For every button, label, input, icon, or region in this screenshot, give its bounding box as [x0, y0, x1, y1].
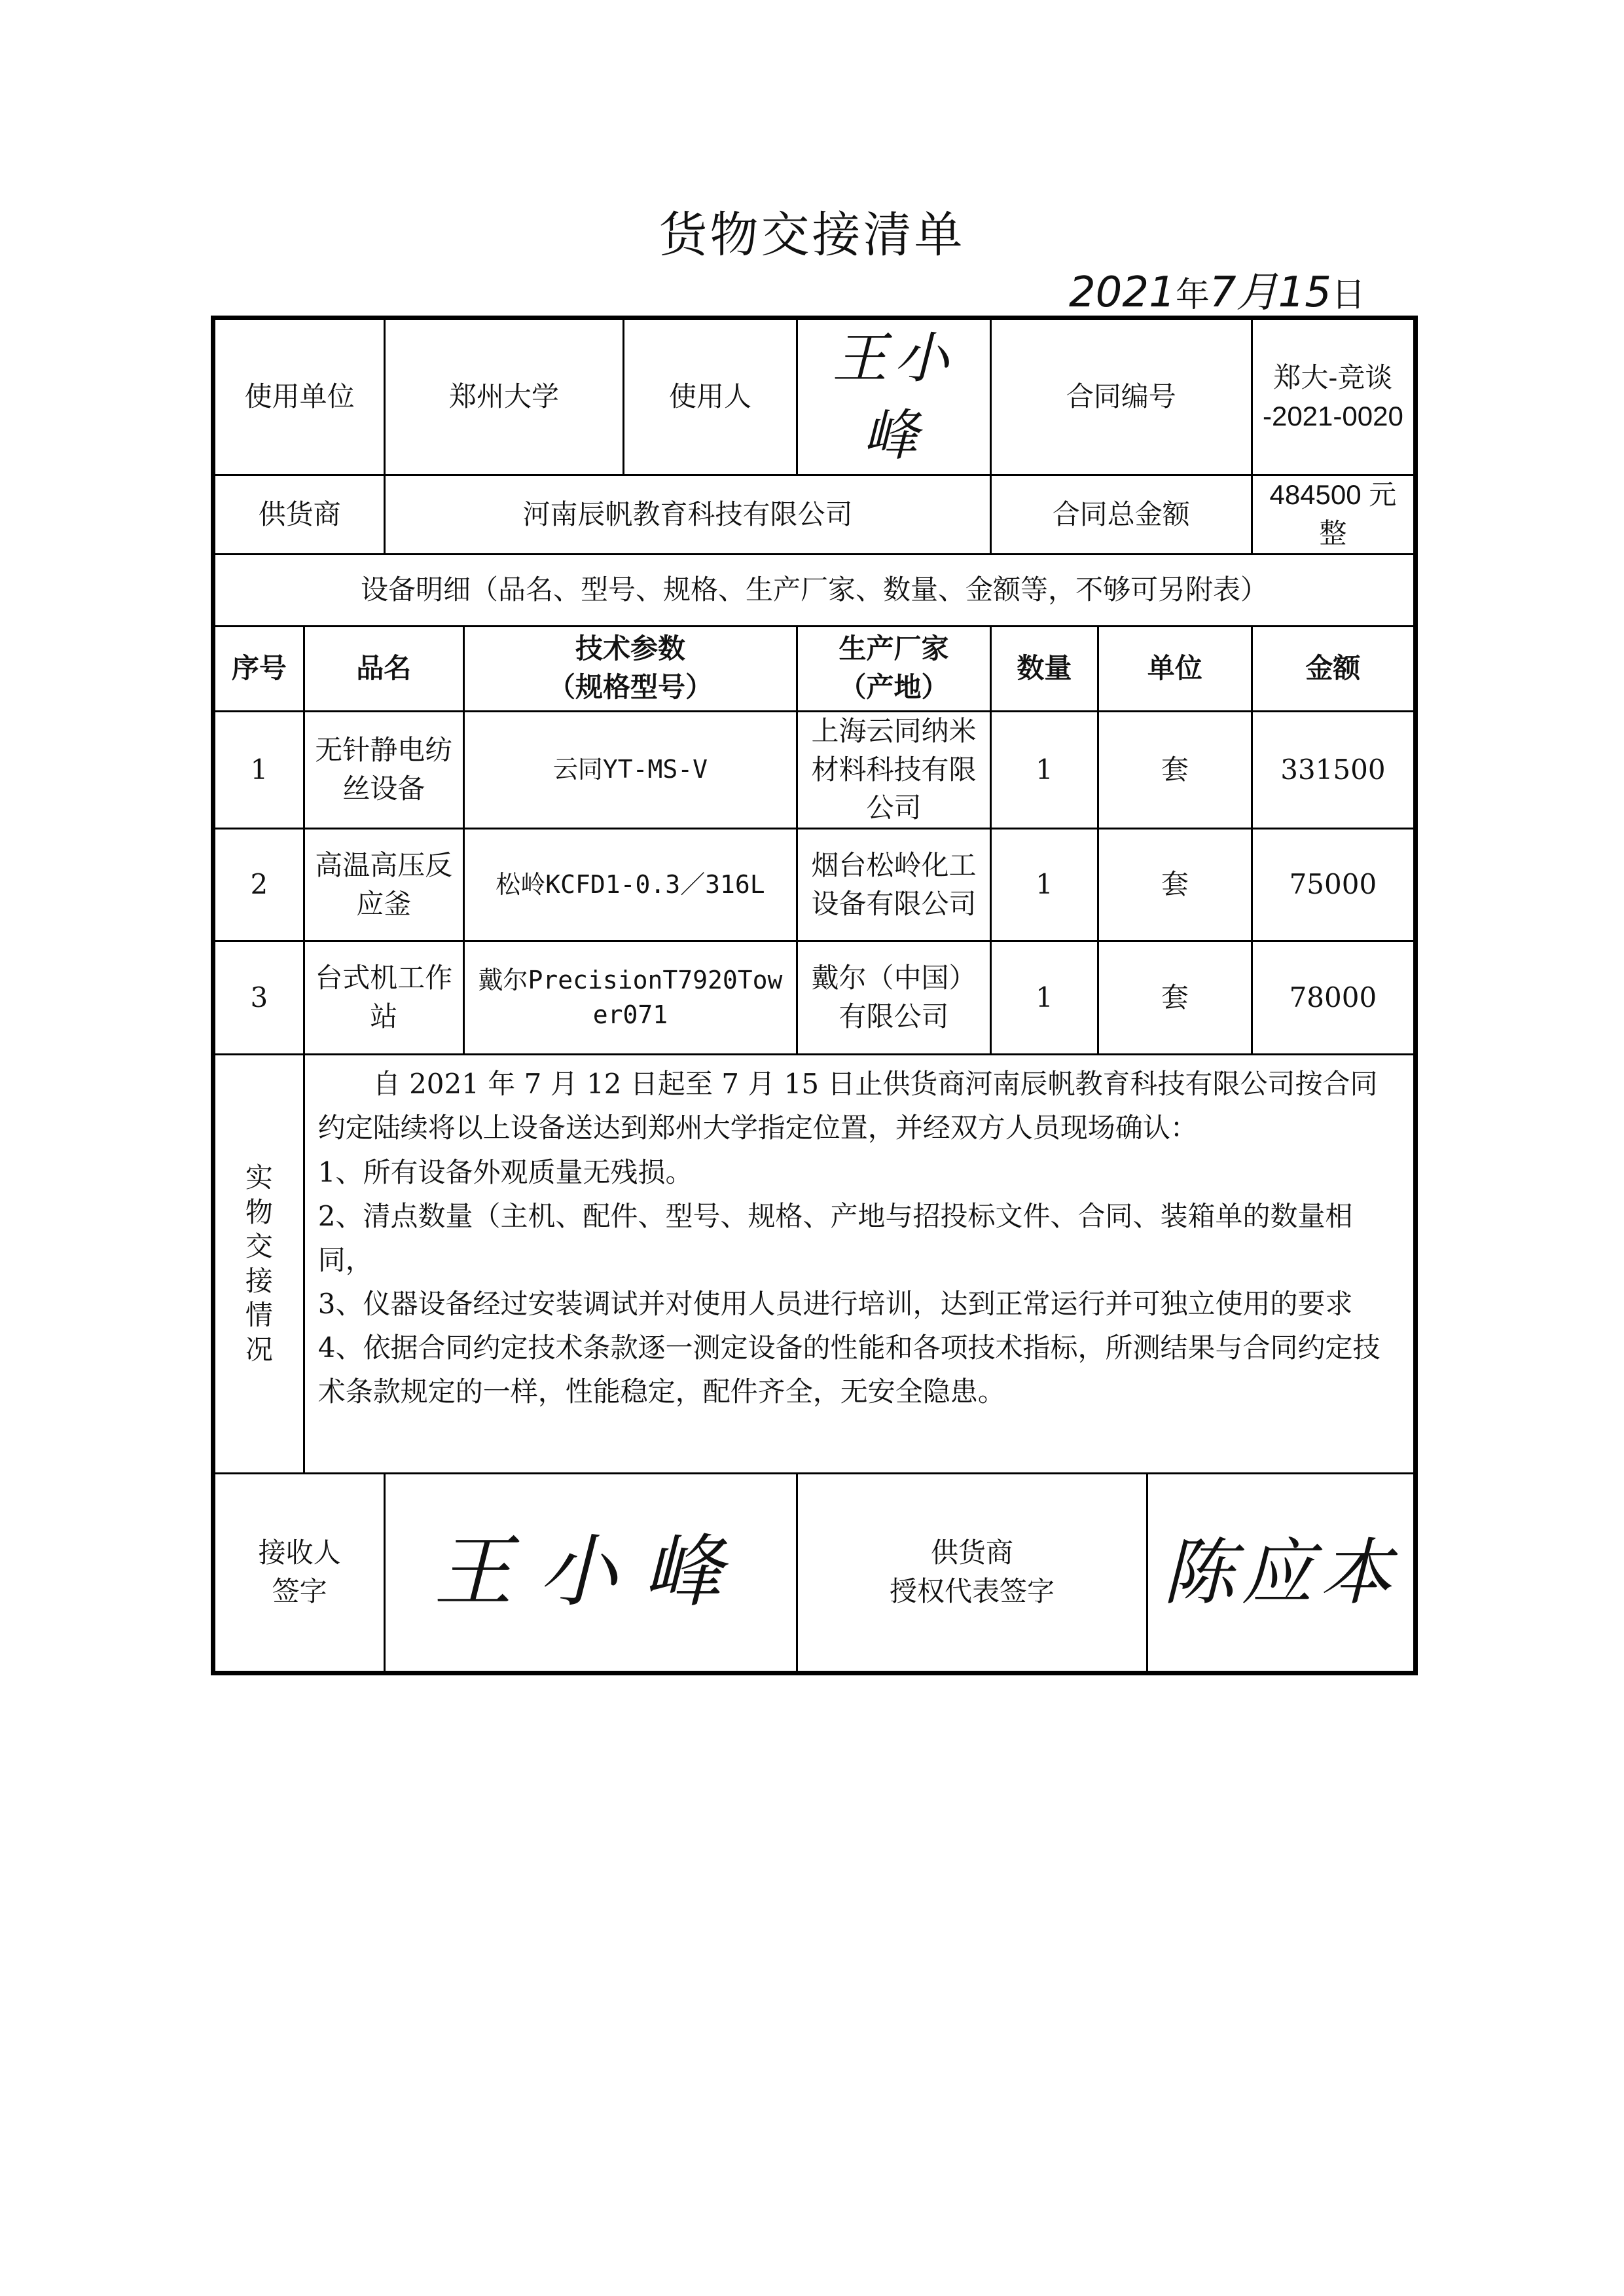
contract-no-line1: 郑大-竞谈 — [1273, 361, 1393, 393]
supplier-value: 河南辰帆教育科技有限公司 — [385, 475, 991, 555]
row-spec: 戴尔PrecisionT7920Tower071 — [463, 941, 797, 1055]
col-amount: 金额 — [1252, 626, 1415, 711]
handover-item-2: 2、清点数量（主机、配件、型号、规格、产地与招投标文件、合同、装箱单的数量相同， — [317, 1199, 1353, 1276]
row-spec: 云同YT-MS-V — [463, 711, 797, 828]
unit-value: 郑州大学 — [385, 318, 624, 475]
col-qty: 数量 — [990, 626, 1098, 711]
col-maker — [797, 626, 991, 711]
row-qty: 1 — [990, 711, 1098, 828]
user-label: 使用人 — [623, 318, 797, 475]
detail-caption: 设备明细（品名、型号、规格、生产厂家、数量、金额等，不够可另附表） — [213, 554, 1416, 626]
col-spec — [463, 626, 797, 711]
receiver-label-line2: 签字 — [272, 1575, 327, 1608]
total-value: 484500 元整 — [1252, 475, 1415, 555]
col-maker-line2: （产地） — [839, 671, 949, 704]
row-unit: 套 — [1098, 829, 1252, 941]
document-date — [1069, 259, 1365, 319]
row-no: 2 — [213, 829, 304, 941]
row-name: 无针静电纺丝设备 — [304, 711, 463, 828]
contract-no — [1252, 318, 1415, 475]
col-name: 品名 — [304, 626, 463, 711]
row-unit: 套 — [1098, 711, 1252, 828]
row-maker: 上海云同纳米材料科技有限公司 — [797, 711, 991, 828]
table-row — [213, 711, 1416, 828]
date-year: 2021 — [1068, 268, 1176, 317]
row-name: 台式机工作站 — [304, 941, 463, 1055]
total-label: 合同总金额 — [990, 475, 1252, 555]
col-maker-line1: 生产厂家 — [839, 632, 949, 665]
supplier-rep-signature: 陈应本 — [1147, 1474, 1415, 1673]
table-row — [213, 941, 1416, 1055]
supplier-label: 供货商 — [213, 475, 385, 555]
col-unit: 单位 — [1098, 626, 1252, 711]
row-no: 1 — [213, 711, 304, 828]
handover-table — [211, 316, 1418, 1675]
receiver-signature: 王小峰 — [385, 1474, 797, 1673]
handover-description — [304, 1055, 1415, 1474]
handover-item-3: 3、仪器设备经过安装调试并对使用人员进行培训，达到正常运行并可独立使用的要求 — [317, 1288, 1353, 1321]
receiver-label-line1: 接收人 — [258, 1537, 341, 1569]
contract-no-line2: -2021-0020 — [1262, 400, 1403, 431]
supplier-rep-label-line2: 授权代表签字 — [889, 1575, 1055, 1608]
row-name: 高温高压反应釜 — [304, 829, 463, 941]
row-no: 3 — [213, 941, 304, 1055]
col-no: 序号 — [213, 626, 304, 711]
col-spec-line1: 技术参数 — [575, 632, 685, 665]
row-qty: 1 — [990, 829, 1098, 941]
supplier-rep-label — [797, 1474, 1147, 1673]
date-month-day: 7月15 — [1209, 268, 1331, 317]
date-year-label: 年 — [1175, 276, 1210, 315]
row-maker: 戴尔（中国）有限公司 — [797, 941, 991, 1055]
row-amount: 75000 — [1252, 829, 1415, 941]
row-qty: 1 — [990, 941, 1098, 1055]
contract-no-label: 合同编号 — [990, 318, 1252, 475]
receiver-label — [213, 1474, 385, 1673]
unit-label: 使用单位 — [213, 318, 385, 475]
handover-intro: 自 2021 年 7 月 12 日起至 7 月 15 日止供货商河南辰帆教育科技有限公司按合同约定陆续将以上设备送达到郑州大学指定位置，并经双方人员现场确认： — [317, 1068, 1378, 1144]
handover-label-text: 实物交接情况 — [245, 1161, 273, 1366]
supplier-rep-label-line1: 供货商 — [930, 1537, 1013, 1569]
row-amount: 331500 — [1252, 711, 1415, 828]
row-spec: 松岭KCFD1-0.3／316L — [463, 829, 797, 941]
row-maker: 烟台松岭化工设备有限公司 — [797, 829, 991, 941]
handover-item-1: 1、所有设备外观质量无残损。 — [317, 1156, 693, 1188]
col-spec-line2: （规格型号） — [547, 671, 713, 704]
handover-item-4: 4、依据合同约定技术条款逐一测定设备的性能和各项技术指标，所测结果与合同约定技术条款规定的一样，性能稳定，配件齐全，无安全隐患。 — [317, 1332, 1380, 1408]
table-row — [213, 829, 1416, 941]
user-signature: 王小峰 — [797, 318, 991, 475]
document-title: 货物交接清单 — [659, 207, 965, 263]
handover-label — [213, 1055, 304, 1474]
row-unit: 套 — [1098, 941, 1252, 1055]
date-day-label: 日 — [1331, 276, 1365, 315]
row-amount: 78000 — [1252, 941, 1415, 1055]
